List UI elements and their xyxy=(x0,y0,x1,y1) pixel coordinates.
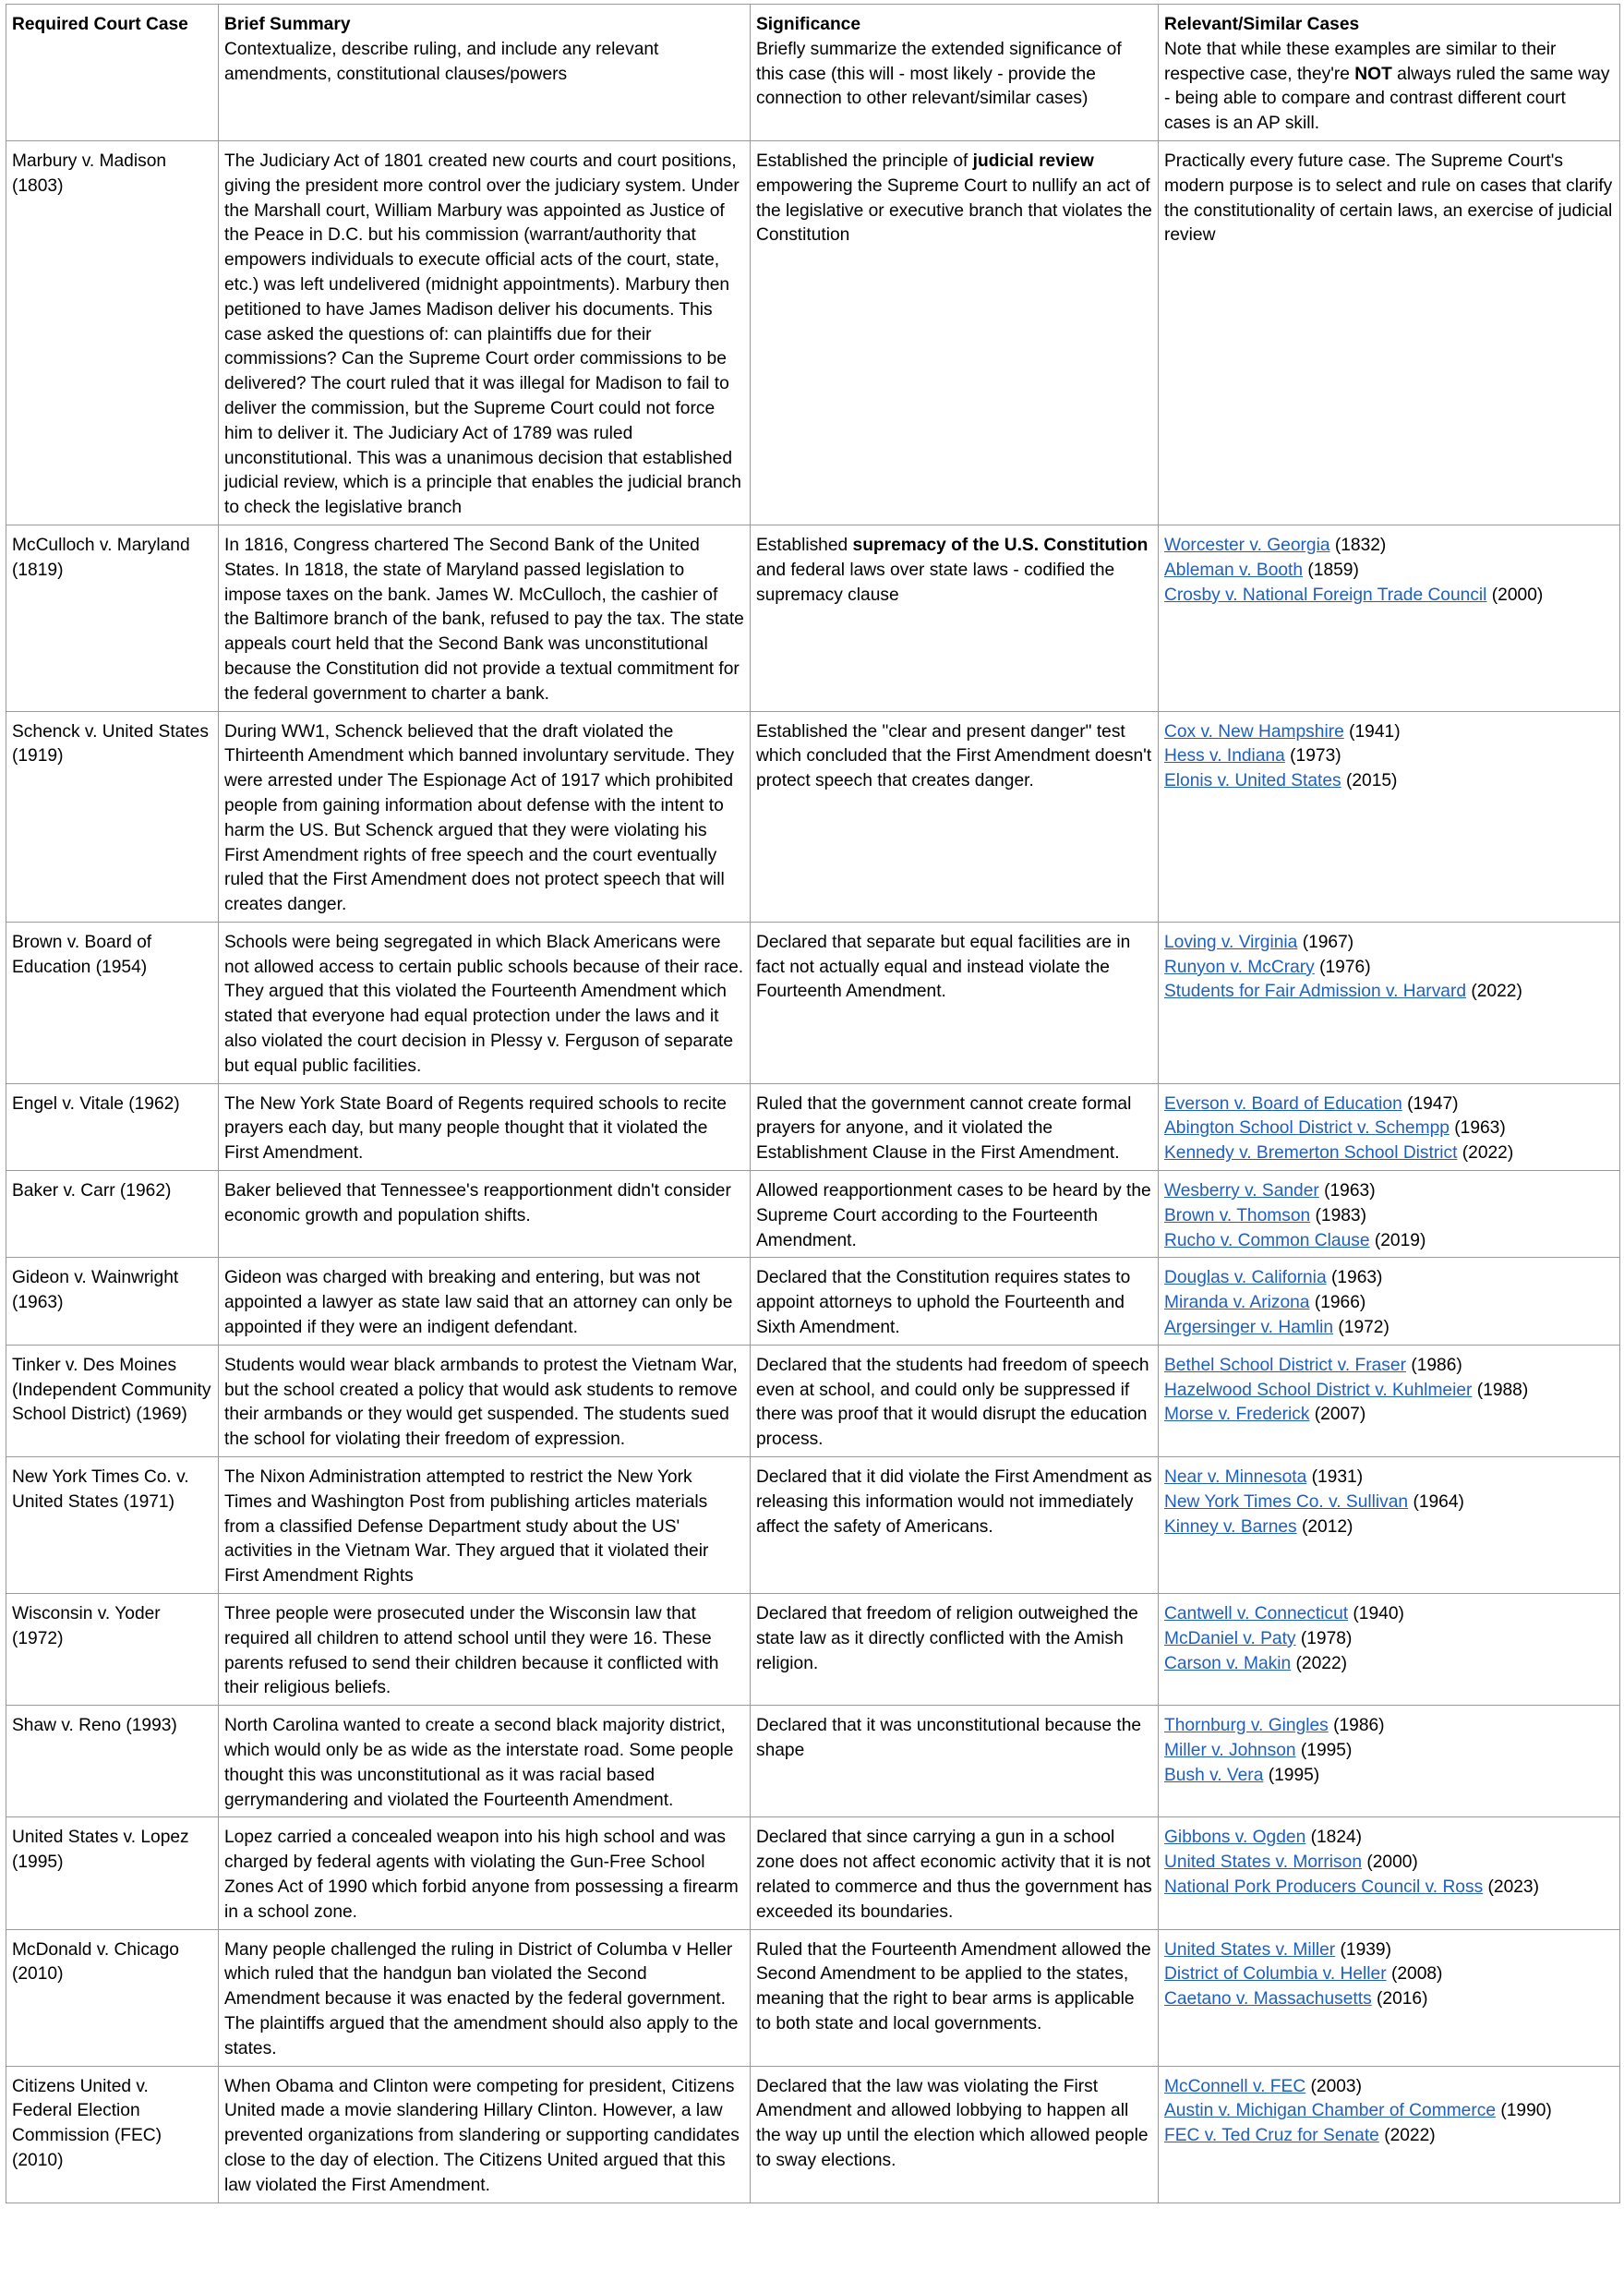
related-cases-cell xyxy=(1159,1258,1620,1345)
related-case-link[interactable]: District of Columbia v. Heller xyxy=(1164,1964,1387,1985)
related-case-item xyxy=(1164,1652,1614,1677)
related-case-link[interactable]: Miranda v. Arizona xyxy=(1164,1293,1310,1313)
table-row xyxy=(6,1171,1620,1258)
summary-cell: The Nixon Administration attempted to restrict the New York Times and Washington Post from publishing articles materials from a classified Defense Department study about the US' activities in the Vietnam War. They argued that it violated their First Amendment Rights xyxy=(219,1457,751,1594)
table-row xyxy=(6,1929,1620,2066)
significance-text: Established the principle of xyxy=(756,151,973,171)
related-case-link[interactable]: Cantwell v. Connecticut xyxy=(1164,1604,1349,1624)
significance-cell: Declared that since carrying a gun in a school zone does not affect economic activity that it is not related to commerce and thus the government has exceeded its boundaries. xyxy=(751,1817,1159,1929)
related-case-link[interactable]: Runyon v. McCrary xyxy=(1164,957,1315,977)
summary-cell: Baker believed that Tennessee's reapportionment didn't consider economic growth and population shifts. xyxy=(219,1171,751,1258)
related-case-year: (1973) xyxy=(1290,746,1341,766)
case-name-cell: Brown v. Board of Education (1954) xyxy=(6,922,219,1083)
significance-text: Established xyxy=(756,535,853,555)
header-row xyxy=(6,5,1620,141)
related-case-link[interactable]: Douglas v. California xyxy=(1164,1268,1327,1288)
related-case-item xyxy=(1164,1403,1614,1428)
related-case-item xyxy=(1164,534,1614,559)
related-case-item xyxy=(1164,1179,1614,1204)
related-case-item xyxy=(1164,2099,1614,2124)
related-cases-cell xyxy=(1159,1594,1620,1706)
significance-cell: Declared that the Constitution requires states to appoint attorneys to uphold the Fourteenth and Sixth Amendment. xyxy=(751,1258,1159,1345)
summary-cell: The New York State Board of Regents required schools to recite prayers each day, but many people thought that it violated the First Amendment. xyxy=(219,1083,751,1170)
header-cell-significance xyxy=(751,5,1159,141)
related-case-year: (1972) xyxy=(1338,1318,1389,1338)
summary-cell: When Obama and Clinton were competing for president, Citizens United made a movie slandering Hillary Clinton. However, a law prevented organizations from slandering or supporting candidates close to the day of election. The Citizens United argued that this law violated the First Amendment. xyxy=(219,2066,751,2203)
related-case-link[interactable]: Elonis v. United States xyxy=(1164,771,1341,791)
significance-cell: Established the "clear and present danger" test which concluded that the First Amendment doesn't protect speech that creates danger. xyxy=(751,711,1159,922)
related-case-item xyxy=(1164,2124,1614,2149)
related-case-year: (1947) xyxy=(1407,1093,1459,1114)
case-name-cell: McDonald v. Chicago (2010) xyxy=(6,1929,219,2066)
case-name-cell: Marbury v. Madison (1803) xyxy=(6,140,219,525)
header-cell-summary xyxy=(219,5,751,141)
related-case-year: (1995) xyxy=(1300,1741,1353,1760)
related-case-link[interactable]: FEC v. Ted Cruz for Senate xyxy=(1164,2126,1379,2146)
related-case-link[interactable]: Carson v. Makin xyxy=(1164,1653,1292,1673)
header-title: Significance xyxy=(756,15,861,34)
case-name-cell: Engel v. Vitale (1962) xyxy=(6,1083,219,1170)
related-case-item xyxy=(1164,1764,1614,1789)
related-case-item xyxy=(1164,769,1614,794)
case-name-cell: Tinker v. Des Moines (Independent Community School District) (1969) xyxy=(6,1345,219,1456)
related-case-link[interactable]: Kinney v. Barnes xyxy=(1164,1516,1297,1537)
related-case-item xyxy=(1164,744,1614,769)
related-case-link[interactable]: McConnell v. FEC xyxy=(1164,2076,1306,2096)
related-case-item xyxy=(1164,1876,1614,1901)
table-row xyxy=(6,1594,1620,1706)
significance-cell: Ruled that the government cannot create formal prayers for anyone, and it violated the Establishment Clause in the First Amendment. xyxy=(751,1083,1159,1170)
related-case-item xyxy=(1164,1354,1614,1379)
header-title: Brief Summary xyxy=(224,15,351,34)
related-case-year: (2015) xyxy=(1345,771,1398,791)
related-case-link[interactable]: McDaniel v. Paty xyxy=(1164,1628,1296,1648)
related-case-item xyxy=(1164,1116,1614,1141)
related-case-item xyxy=(1164,1627,1614,1652)
case-name-cell: Citizens United v. Federal Election Commission (FEC) (2010) xyxy=(6,2066,219,2203)
related-case-link[interactable]: Caetano v. Massachusetts xyxy=(1164,1989,1372,2009)
related-case-year: (1931) xyxy=(1311,1467,1364,1488)
related-case-year: (1859) xyxy=(1307,560,1359,580)
related-cases-cell xyxy=(1159,1457,1620,1594)
related-cases-cell xyxy=(1159,1817,1620,1929)
related-case-year: (2019) xyxy=(1374,1230,1426,1250)
related-case-link[interactable]: Worcester v. Georgia xyxy=(1164,535,1330,555)
related-case-item xyxy=(1164,1229,1614,1254)
related-case-item xyxy=(1164,1466,1614,1490)
related-case-year: (1967) xyxy=(1302,932,1354,952)
related-case-year: (2000) xyxy=(1366,1853,1418,1873)
related-cases-cell xyxy=(1159,922,1620,1083)
table-row xyxy=(6,922,1620,1083)
header-cell-related xyxy=(1159,5,1620,141)
summary-cell: The Judiciary Act of 1801 created new courts and court positions, giving the president more control over the judiciary system. Under the Marshall court, William Marbury was appointed as Justice of the Peace in D.C. but his commission (warrant/authority that empowers individuals to execute official acts of the court, state, etc.) was left undelivered (midnight appointments). Marbury then petitioned to have James Madison deliver his documents. This case asked the questions of: can plaintiffs due for their commissions? Can the Supreme Court order commissions to be delivered? The court ruled that it was illegal for Madison to fail to deliver the commission, but the Supreme Court could not force him to deliver it. The Judiciary Act of 1789 was ruled unconstitutional. This was a unanimous decision that established judicial review, which is a principle that enables the judicial branch to check the legislative branch xyxy=(219,140,751,525)
summary-cell: Students would wear black armbands to protest the Vietnam War, but the school created a policy that would ask students to remove their armbands or they would get suspended. The students sued the school for violating their freedom of expression. xyxy=(219,1345,751,1456)
case-name-cell: United States v. Lopez (1995) xyxy=(6,1817,219,1929)
significance-text: and federal laws over state laws - codified the supremacy clause xyxy=(756,560,1115,605)
related-case-year: (1986) xyxy=(1411,1355,1462,1375)
related-case-link[interactable]: Thornburg v. Gingles xyxy=(1164,1716,1329,1736)
table-row xyxy=(6,140,1620,525)
header-title: Relevant/Similar Cases xyxy=(1164,15,1360,34)
significance-emphasis: supremacy of the U.S. Constitution xyxy=(852,535,1149,555)
summary-cell: During WW1, Schenck believed that the draft violated the Thirteenth Amendment which banned involuntary servitude. They were arrested under The Espionage Act of 1917 which prohibited people from gaining information about defense with the intent to harm the US. But Schenck argued that they were violating his First Amendment rights of free speech and the court eventually ruled that the First Amendment does not protect speech that will creates danger. xyxy=(219,711,751,922)
related-case-item xyxy=(1164,1739,1614,1764)
related-case-item xyxy=(1164,1204,1614,1229)
related-case-item xyxy=(1164,1490,1614,1515)
related-case-year: (1964) xyxy=(1413,1491,1464,1512)
related-case-year: (1940) xyxy=(1353,1604,1404,1624)
related-cases-cell: Practically every future case. The Supreme Court's modern purpose is to select and rule on cases that clarify the constitutionality of certain laws, an exercise of judicial review xyxy=(1159,140,1620,525)
related-case-link[interactable]: Argersinger v. Hamlin xyxy=(1164,1318,1334,1338)
related-cases-cell xyxy=(1159,1929,1620,2066)
related-case-item xyxy=(1164,1291,1614,1316)
related-case-item xyxy=(1164,1826,1614,1851)
table-row xyxy=(6,1258,1620,1345)
table-row xyxy=(6,1706,1620,1817)
related-case-item xyxy=(1164,1379,1614,1404)
related-case-link[interactable]: United States v. Morrison xyxy=(1164,1853,1362,1873)
related-cases-cell xyxy=(1159,1345,1620,1456)
related-case-year: (1978) xyxy=(1300,1628,1353,1648)
related-case-item xyxy=(1164,931,1614,956)
header-description: Briefly summarize the extended significance of this case (this will - most likely - provide the connection to other relevant/similar cases) xyxy=(756,39,1122,109)
related-case-link[interactable]: Abington School District v. Schempp xyxy=(1164,1118,1450,1139)
related-case-link[interactable]: Kennedy v. Bremerton School District xyxy=(1164,1143,1458,1164)
related-case-link[interactable]: United States v. Miller xyxy=(1164,1939,1336,1960)
significance-text: empowering the Supreme Court to nullify an act of the legislative or executive branch that violates the Constitution xyxy=(756,175,1152,246)
case-name-cell: Gideon v. Wainwright (1963) xyxy=(6,1258,219,1345)
related-case-item xyxy=(1164,1092,1614,1117)
related-case-year: (2008) xyxy=(1390,1964,1443,1985)
table-row xyxy=(6,711,1620,922)
related-case-item xyxy=(1164,559,1614,584)
related-case-year: (2016) xyxy=(1377,1989,1428,2009)
significance-cell: Declared that it was unconstitutional because the shape xyxy=(751,1706,1159,1817)
related-case-item xyxy=(1164,1987,1614,2012)
related-case-year: (1963) xyxy=(1330,1268,1383,1288)
related-case-year: (2000) xyxy=(1491,585,1544,605)
summary-cell: Schools were being segregated in which Black Americans were not allowed access to certain public schools because of their race. They argued that this violated the Fourteenth Amendment which stated that everyone had equal protection under the laws and it also violated the court decision in Plessy v. Ferguson of separate but equal public facilities. xyxy=(219,922,751,1083)
related-case-year: (1976) xyxy=(1319,957,1371,977)
significance-emphasis: judicial review xyxy=(972,151,1094,171)
summary-cell: Many people challenged the ruling in District of Columba v Heller which ruled that the handgun ban violated the Second Amendment because it was enacted by the federal government. The plaintiffs argued that the amendment should also apply to the states. xyxy=(219,1929,751,2066)
significance-cell: Ruled that the Fourteenth Amendment allowed the Second Amendment to be applied to the states, meaning that the right to bear arms is applicable to both state and local governments. xyxy=(751,1929,1159,2066)
related-case-year: (1995) xyxy=(1268,1765,1320,1785)
related-case-year: (2022) xyxy=(1462,1143,1514,1164)
summary-cell: Lopez carried a concealed weapon into his high school and was charged by federal agents with violating the Gun-Free School Zones Act of 1990 which forbid anyone from possessing a firearm in a school zone. xyxy=(219,1817,751,1929)
related-case-link[interactable]: Morse v. Frederick xyxy=(1164,1405,1310,1425)
related-case-year: (1963) xyxy=(1324,1181,1376,1201)
case-name-cell: Schenck v. United States (1919) xyxy=(6,711,219,922)
header-title: Required Court Case xyxy=(12,15,188,34)
table-row xyxy=(6,1345,1620,1456)
related-case-link[interactable]: Students for Fair Admission v. Harvard xyxy=(1164,982,1467,1002)
summary-cell: Gideon was charged with breaking and entering, but was not appointed a lawyer as state law said that an attorney can only be appointed if they were an indigent defendant. xyxy=(219,1258,751,1345)
related-case-link[interactable]: Loving v. Virginia xyxy=(1164,932,1298,952)
table-row xyxy=(6,1083,1620,1170)
related-case-item xyxy=(1164,1714,1614,1739)
related-case-item xyxy=(1164,1316,1614,1341)
related-case-link[interactable]: Bethel School District v. Fraser xyxy=(1164,1355,1406,1375)
related-case-link[interactable]: Everson v. Board of Education xyxy=(1164,1093,1402,1114)
related-case-link[interactable]: Gibbons v. Ogden xyxy=(1164,1828,1306,1848)
header-description: Note that while these examples are similar to their respective case, they're NOT always ruled the same way - being able to compare and contrast different court cases is an AP skill. xyxy=(1164,39,1610,134)
table-row xyxy=(6,525,1620,711)
related-case-year: (2022) xyxy=(1471,982,1522,1002)
related-case-year: (1939) xyxy=(1340,1939,1391,1960)
related-case-item xyxy=(1164,720,1614,745)
related-case-year: (1832) xyxy=(1334,535,1387,555)
related-case-item xyxy=(1164,980,1614,1005)
related-case-item xyxy=(1164,1266,1614,1291)
related-case-item xyxy=(1164,1851,1614,1876)
summary-cell: Three people were prosecuted under the Wisconsin law that required all children to attend school until they were 16. These parents refused to send their children because it conflicted with their religious beliefs. xyxy=(219,1594,751,1706)
related-case-link[interactable]: Cox v. New Hampshire xyxy=(1164,721,1344,742)
related-case-item xyxy=(1164,584,1614,609)
significance-cell: Declared that the law was violating the First Amendment and allowed lobbying to happen all the way up until the election which allowed people to sway elections. xyxy=(751,2066,1159,2203)
related-case-link[interactable]: Rucho v. Common Clause xyxy=(1164,1230,1370,1250)
table-row xyxy=(6,1817,1620,1929)
related-case-link[interactable]: Hazelwood School District v. Kuhlmeier xyxy=(1164,1380,1473,1400)
related-case-link[interactable]: Hess v. Indiana xyxy=(1164,746,1285,766)
related-case-year: (1986) xyxy=(1333,1716,1385,1736)
related-case-year: (1988) xyxy=(1476,1380,1529,1400)
table-row xyxy=(6,1457,1620,1594)
related-case-year: (1963) xyxy=(1454,1118,1506,1139)
significance-cell xyxy=(751,140,1159,525)
related-cases-cell xyxy=(1159,2066,1620,2203)
related-case-year: (1941) xyxy=(1349,721,1401,742)
related-cases-cell xyxy=(1159,1171,1620,1258)
related-case-link[interactable]: Near v. Minnesota xyxy=(1164,1467,1307,1488)
related-case-item xyxy=(1164,1515,1614,1540)
related-case-year: (2022) xyxy=(1295,1653,1348,1673)
related-case-link[interactable]: Wesberry v. Sander xyxy=(1164,1181,1319,1201)
related-case-link[interactable]: New York Times Co. v. Sullivan xyxy=(1164,1491,1409,1512)
related-case-year: (2023) xyxy=(1487,1877,1539,1897)
significance-cell: Allowed reapportionment cases to be heard by the Supreme Court according to the Fourteenth Amendment. xyxy=(751,1171,1159,1258)
significance-cell: Declared that it did violate the First Amendment as releasing this information would not immediately affect the safety of Americans. xyxy=(751,1457,1159,1594)
related-cases-cell xyxy=(1159,711,1620,922)
related-cases-cell xyxy=(1159,525,1620,711)
related-case-link[interactable]: National Pork Producers Council v. Ross xyxy=(1164,1877,1484,1897)
related-case-item xyxy=(1164,1962,1614,1987)
related-case-link[interactable]: Brown v. Thomson xyxy=(1164,1205,1311,1225)
related-case-year: (2007) xyxy=(1314,1405,1366,1425)
court-cases-table xyxy=(6,4,1620,2203)
table-row xyxy=(6,2066,1620,2203)
related-case-link[interactable]: Crosby v. National Foreign Trade Council xyxy=(1164,585,1487,605)
related-case-link[interactable]: Austin v. Michigan Chamber of Commerce xyxy=(1164,2101,1497,2121)
related-case-item xyxy=(1164,1938,1614,1963)
case-name-cell: McCulloch v. Maryland (1819) xyxy=(6,525,219,711)
case-rows xyxy=(6,140,1620,2203)
related-case-link[interactable]: Bush v. Vera xyxy=(1164,1765,1264,1785)
related-case-link[interactable]: Ableman v. Booth xyxy=(1164,560,1304,580)
significance-cell xyxy=(751,525,1159,711)
header-cell-case xyxy=(6,5,219,141)
summary-cell: In 1816, Congress chartered The Second Bank of the United States. In 1818, the state of Maryland passed legislation to impose taxes on the bank. James W. McCulloch, the cashier of the Baltimore branch of the bank, refused to pay the tax. The state appeals court held that the Second Bank was unconstitutional because the Constitution did not provide a textual commitment for the federal government to charter a bank. xyxy=(219,525,751,711)
significance-cell: Declared that separate but equal facilities are in fact not actually equal and instead violate the Fourteenth Amendment. xyxy=(751,922,1159,1083)
related-case-year: (2003) xyxy=(1310,2076,1362,2096)
header-description: Contextualize, describe ruling, and include any relevant amendments, constitutional clauses/powers xyxy=(224,39,659,84)
related-case-year: (1824) xyxy=(1310,1828,1363,1848)
related-case-year: (1966) xyxy=(1314,1293,1366,1313)
related-case-item xyxy=(1164,1141,1614,1166)
related-case-year: (1983) xyxy=(1315,1205,1366,1225)
significance-cell: Declared that the students had freedom of speech even at school, and could only be suppressed if there was proof that it would disrupt the education process. xyxy=(751,1345,1159,1456)
related-case-year: (2012) xyxy=(1301,1516,1353,1537)
summary-cell: North Carolina wanted to create a second black majority district, which would only be as wide as the interstate road. Some people thought this was unconstitutional as it was racial based gerrymandering and violated the Fourteenth Amendment. xyxy=(219,1706,751,1817)
related-case-item xyxy=(1164,956,1614,981)
related-case-item xyxy=(1164,1602,1614,1627)
related-case-year: (1990) xyxy=(1500,2101,1552,2121)
related-case-link[interactable]: Miller v. Johnson xyxy=(1164,1741,1296,1760)
related-case-year: (2022) xyxy=(1384,2126,1436,2146)
case-name-cell: New York Times Co. v. United States (1971) xyxy=(6,1457,219,1594)
related-case-item xyxy=(1164,2075,1614,2100)
related-cases-cell xyxy=(1159,1083,1620,1170)
related-cases-cell xyxy=(1159,1706,1620,1817)
case-name-cell: Baker v. Carr (1962) xyxy=(6,1171,219,1258)
case-name-cell: Shaw v. Reno (1993) xyxy=(6,1706,219,1817)
significance-cell: Declared that freedom of religion outweighed the state law as it directly conflicted with the Amish religion. xyxy=(751,1594,1159,1706)
case-name-cell: Wisconsin v. Yoder (1972) xyxy=(6,1594,219,1706)
